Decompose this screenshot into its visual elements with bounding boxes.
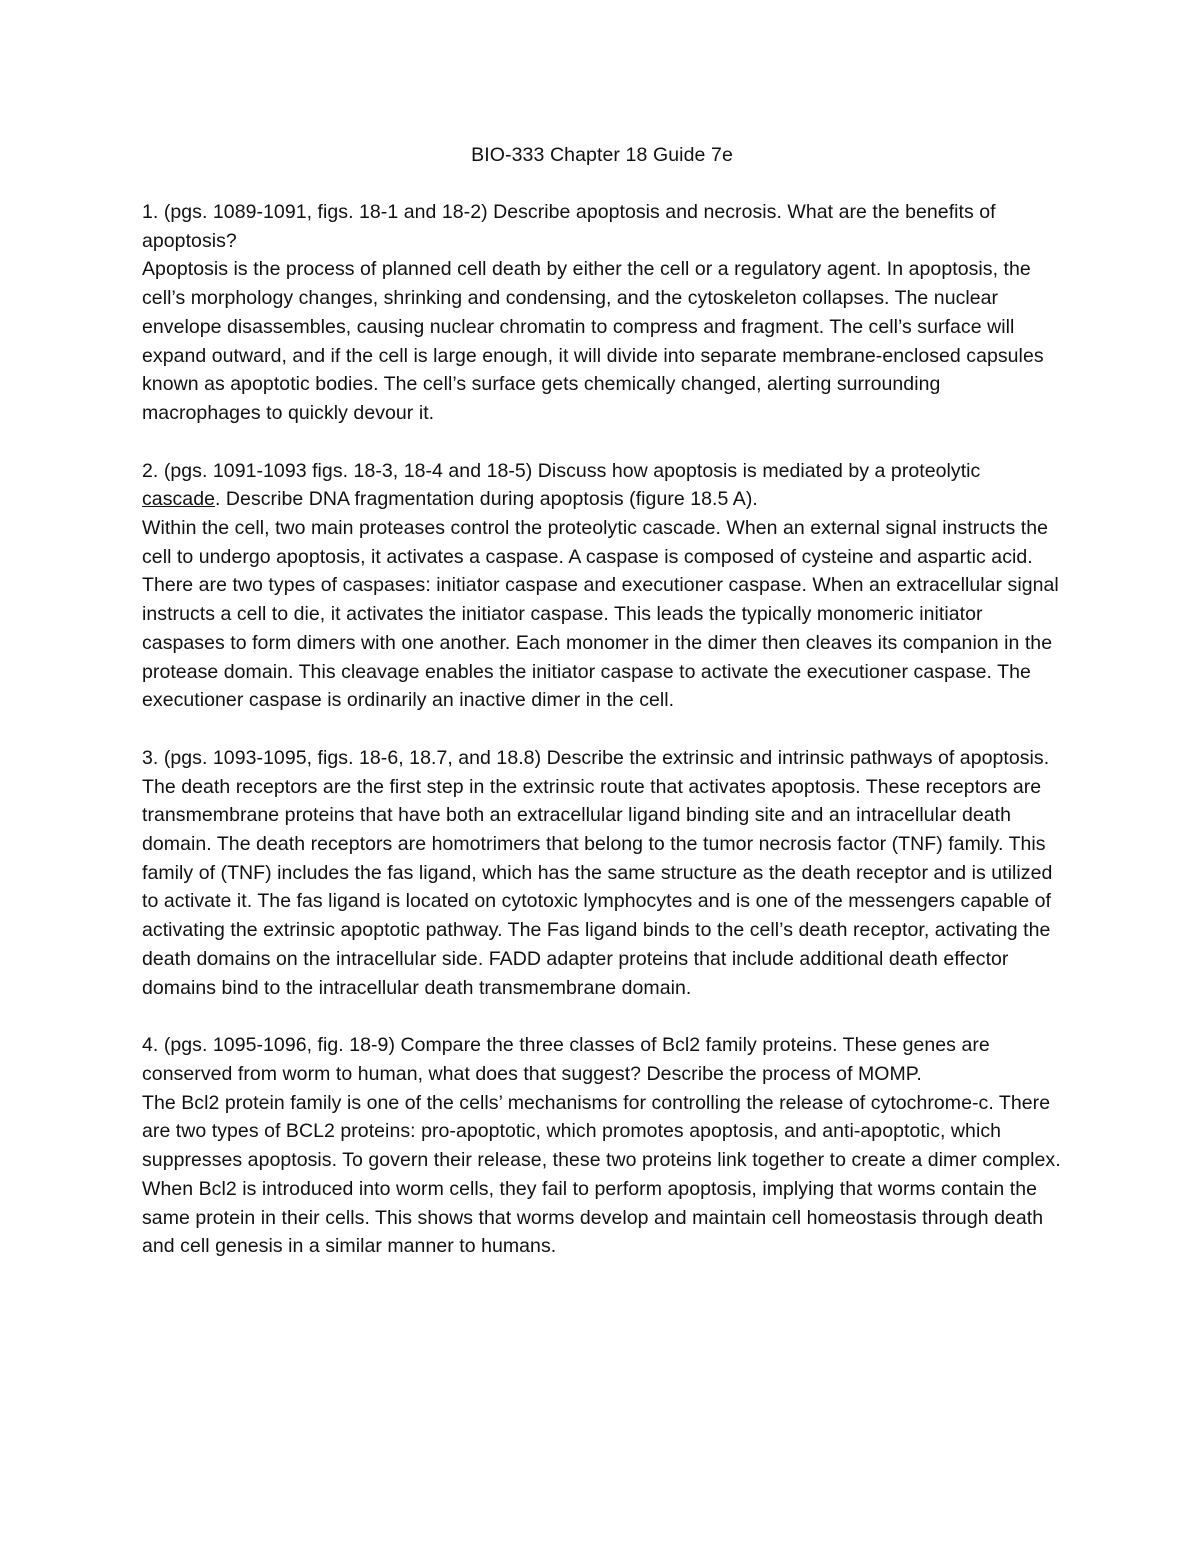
section-3 [142,744,1062,1002]
section-4 [142,1031,1062,1261]
question-1: 1. (pgs. 1089-1091, figs. 18-1 and 18-2) Describe apoptosis and necrosis. What are the benefits of apoptosis? [142,201,996,252]
answer-4: The Bcl2 protein family is one of the cells’ mechanisms for controlling the release of cytochrome-c. There are two types of BCL2 proteins: pro-apoptotic, which promotes apoptosis, and anti-apoptotic, which suppresses apoptosis. To govern their release, these two proteins link together to create a dimer complex. When Bcl2 is introduced into worm cells, they fail to perform apoptosis, implying that worms contain the same protein in their cells. This shows that worms develop and maintain cell homeostasis through death and cell genesis in a similar manner to humans. [142,1091,1061,1258]
answer-2: Within the cell, two main proteases control the proteolytic cascade. When an external signal instructs the cell to undergo apoptosis, it activates a caspase. A caspase is composed of cysteine and aspartic acid. There are two types of caspases: initiator caspase and executioner caspase. When an extracellular signal instructs a cell to die, it activates the initiator caspase. This leads the typically monomeric initiator caspases to form dimers with one another. Each monomer in the dimer then cleaves its companion in the protease domain. This cleavage enables the initiator caspase to activate the executioner caspase. The executioner caspase is ordinarily an inactive dimer in the cell. [142,517,1059,712]
answer-3: The death receptors are the first step in the extrinsic route that activates apoptosis. These receptors are transmembrane proteins that have both an extracellular ligand binding site and an intracellular death domain. The death receptors are homotrimers that belong to the tumor necrosis factor (TNF) family. This family of (TNF) includes the fas ligand, which has the same structure as the death receptor and is utilized to activate it. The fas ligand is located on cytotoxic lymphocytes and is one of the messengers capable of activating the extrinsic apoptotic pathway. The Fas ligand binds to the cell’s death receptor, activating the death domains on the intracellular side. FADD adapter proteins that include additional death effector domains bind to the intracellular death transmembrane domain. [142,775,1053,999]
question-4: 4. (pgs. 1095-1096, fig. 18-9) Compare the three classes of Bcl2 family proteins. These genes are conserved from worm to human, what does that suggest? Describe the process of MOMP. [142,1034,990,1085]
document-title: BIO-333 Chapter 18 Guide 7e [471,144,733,166]
section-1 [142,198,1062,428]
question-3: 3. (pgs. 1093-1095, figs. 18-6, 18.7, and 18.8) Describe the extrinsic and intrinsic pathways of apoptosis. [142,746,1050,769]
question-2-underlined-term: cascade [142,488,215,511]
answer-1: Apoptosis is the process of planned cell death by either the cell or a regulatory agent. In apoptosis, the cell’s morphology changes, shrinking and condensing, and the cytoskeleton collapses. The nuclear envelope disassembles, causing nuclear chromatin to compress and fragment. The cell’s surface will expand outward, and if the cell is large enough, it will divide into separate membrane-enclosed capsules known as apoptotic bodies. The cell’s surface gets chemically changed, alerting surrounding macrophages to quickly devour it. [142,258,1044,424]
question-2-text-start: 2. (pgs. 1091-1093 figs. 18-3, 18-4 and 18-5) Discuss how apoptosis is mediated by a proteolytic [142,459,981,482]
question-2-text-end: . Describe DNA fragmentation during apoptosis (figure 18.5 A). [214,488,758,511]
document-page [142,141,1062,1290]
section-2 [142,457,1062,715]
question-2 [142,457,1062,514]
